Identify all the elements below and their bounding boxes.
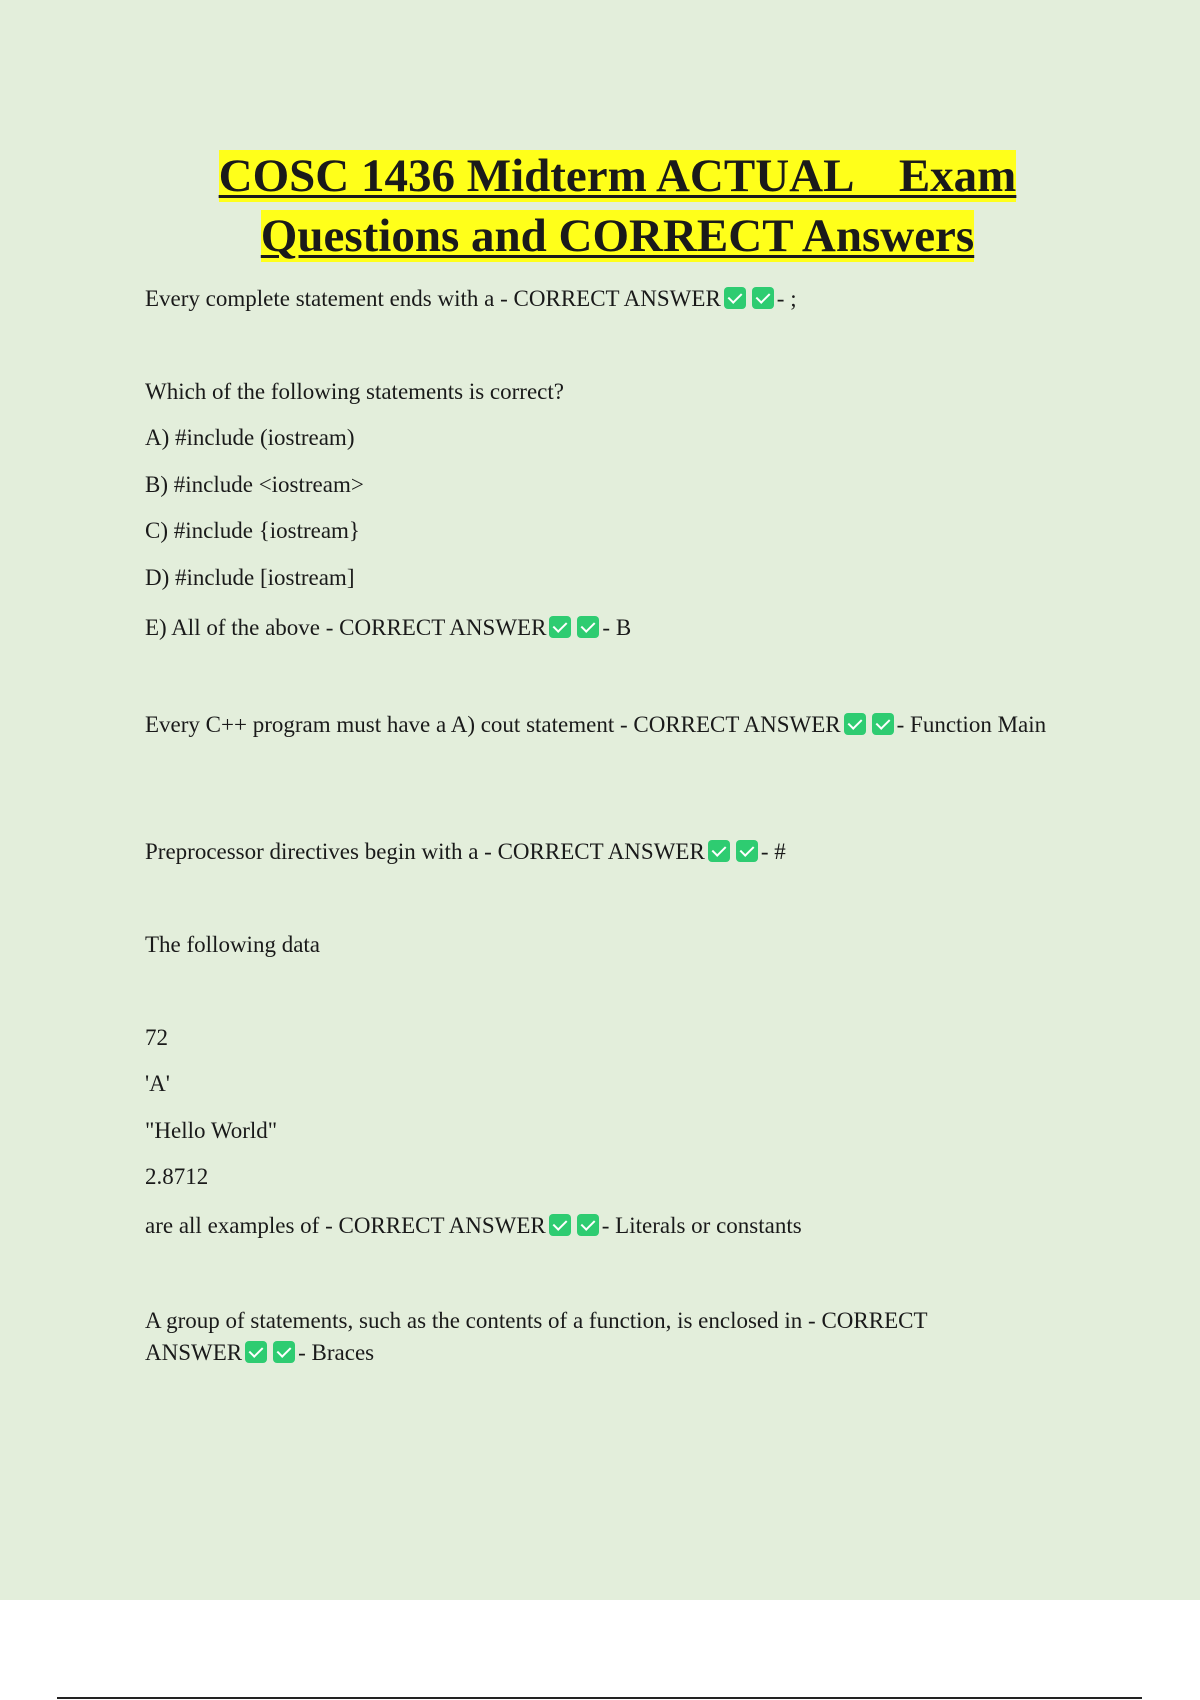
question-3-answer: - Function Main <box>896 712 1047 737</box>
correct-answer-label: CORRECT ANSWER <box>513 286 721 311</box>
page-footer-area <box>0 1600 1200 1700</box>
question-5-value-2: 'A' <box>145 1071 170 1096</box>
question-5-value-1: 72 <box>145 1025 168 1050</box>
question-1 <box>145 283 1065 315</box>
check-mark-icon <box>872 713 894 735</box>
correct-answer-label: CORRECT ANSWER <box>145 1308 928 1365</box>
question-2-option-e-text: E) All of the above - <box>145 615 340 640</box>
check-mark-icon <box>549 1214 571 1236</box>
question-2-option-e <box>145 612 1065 644</box>
title-line-1: COSC 1436 Midterm ACTUAL Exam <box>218 150 1017 202</box>
footer-divider <box>57 1697 1142 1699</box>
question-2-text: Which of the following statements is correct? <box>145 379 564 404</box>
check-mark-icon <box>844 713 866 735</box>
question-2-answer: - B <box>602 615 632 640</box>
title-line-2: Questions and CORRECT Answers <box>260 210 975 262</box>
check-mark-icon <box>752 287 774 309</box>
check-mark-icon <box>708 840 730 862</box>
document-title <box>145 146 1090 266</box>
question-4-text: Preprocessor directives begin with a - <box>145 839 498 864</box>
question-4-answer: - # <box>760 839 786 864</box>
question-1-answer: - ; <box>776 286 797 311</box>
check-mark-icon <box>245 1341 267 1363</box>
check-mark-icon <box>577 1214 599 1236</box>
question-3-text: Every C++ program must have a A) cout statement - <box>145 712 634 737</box>
question-2-option-b: B) #include <iostream> <box>145 472 364 497</box>
question-5-value-4: 2.8712 <box>145 1164 209 1189</box>
question-1-text: Every complete statement ends with a - <box>145 286 514 311</box>
check-mark-icon <box>549 616 571 638</box>
question-6-text: A group of statements, such as the contents of a function, is enclosed in - <box>145 1308 822 1333</box>
question-2-option-c: C) #include {iostream} <box>145 518 360 543</box>
question-2-option-d: D) #include [iostream] <box>145 565 355 590</box>
question-6-answer: - Braces <box>298 1340 375 1365</box>
question-3 <box>145 709 1050 741</box>
question-5-tail-text: are all examples of - <box>145 1213 339 1238</box>
check-mark-icon <box>724 287 746 309</box>
question-5-tail <box>145 1210 1065 1242</box>
question-5-value-3: "Hello World" <box>145 1118 278 1143</box>
check-mark-icon <box>736 840 758 862</box>
correct-answer-label: CORRECT ANSWER <box>497 839 705 864</box>
correct-answer-label: CORRECT ANSWER <box>338 1213 546 1238</box>
question-5-answer: - Literals or constants <box>601 1213 802 1238</box>
correct-answer-label: CORRECT ANSWER <box>339 615 547 640</box>
check-mark-icon <box>577 616 599 638</box>
check-mark-icon <box>273 1341 295 1363</box>
question-2-option-a: A) #include (iostream) <box>145 425 355 450</box>
question-6 <box>145 1305 1000 1369</box>
question-5-text: The following data <box>145 932 321 957</box>
question-4 <box>145 836 1065 868</box>
correct-answer-label: CORRECT ANSWER <box>633 712 841 737</box>
